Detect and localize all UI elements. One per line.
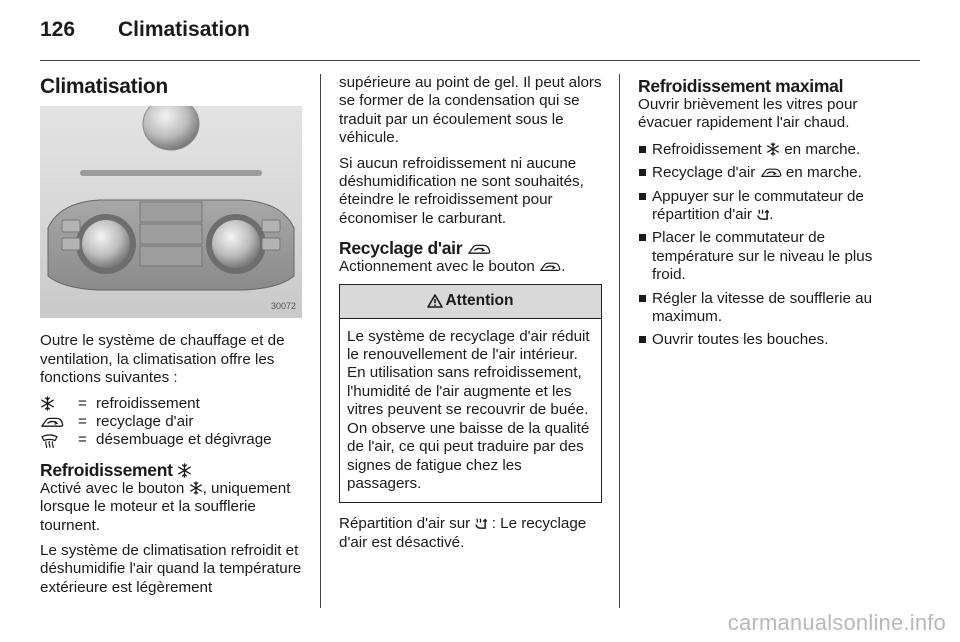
attention-title: Attention: [445, 291, 514, 309]
attention-text: Le système de recyclage d'air réduit le renouvellement de l'air intérieur. En utilisation sans refroidissement, l'humidité de l'air augmente et les vitres peuvent se recouvrir de buée. On observe une baisse de la qualité de l'air, ce qui peut traduire par des signes de fatigue chez les passagers.: [347, 327, 590, 492]
list-item: Ouvrir toutes les bouches.: [638, 331, 902, 349]
legend-text-recirculation: recyclage d'air: [96, 413, 194, 431]
symbol-legend: [40, 395, 304, 450]
snowflake-icon: [189, 481, 203, 495]
attention-box: [339, 284, 602, 504]
watermark: carmanualsonline.info: [727, 610, 946, 635]
max-cooling-steps: [638, 141, 902, 350]
snowflake-icon: [766, 142, 780, 156]
column-divider-1: [320, 74, 321, 608]
list-item: Placer le commutateur de température sur le niveau le plus froid.: [638, 229, 902, 284]
list-item: Appuyer sur le commutateur de répartition d'air .: [638, 188, 902, 225]
air-distribution-footwell-icon: [756, 208, 769, 221]
control-panel-illustration: [40, 106, 302, 318]
legend-row-defrost: = désembuage et dégivrage: [40, 431, 304, 449]
intro-paragraph: Outre le système de chauffage et de ventilation, la climatisation offre les fonctions suivantes :: [40, 332, 285, 387]
legend-text-cooling: refroidissement: [96, 394, 200, 412]
list-item: Régler la vitesse de soufflerie au maximum.: [638, 290, 902, 327]
attention-header: [340, 285, 601, 319]
air-recirculation-icon: [539, 261, 561, 273]
column-2: [339, 74, 602, 559]
snowflake-icon: [40, 396, 55, 411]
list-item: Recyclage d'air en marche.: [638, 164, 902, 182]
page-number: 126: [40, 18, 76, 41]
legend-text-defrost: désembuage et dégivrage: [96, 431, 272, 449]
legend-row-recirculation: = recyclage d'air: [40, 413, 304, 431]
warning-triangle-icon: [427, 294, 443, 308]
section-heading-climatisation: Climatisation: [40, 75, 168, 98]
subheading-cooling: Refroidissement: [40, 460, 304, 480]
list-item: Refroidissement en marche.: [638, 141, 902, 159]
subheading-max-cooling: Refroidissement maximal: [638, 76, 844, 96]
air-distribution-paragraph: Répartition d'air sur : Le recyclage d'air est désactivé.: [339, 515, 587, 551]
air-recirculation-icon: [40, 416, 64, 429]
cooling-paragraph-2: Le système de climatisation refroidit et déshumidifie l'air quand la température extérieure est légèrement: [40, 542, 302, 596]
column-3: [638, 74, 902, 355]
snowflake-icon: [177, 463, 192, 478]
cooling-paragraph-1: Activé avec le bouton , uniquement lorsque le moteur et la soufflerie tournent.: [40, 479, 291, 534]
air-recirculation-icon: [760, 167, 782, 179]
air-recirculation-icon: [467, 243, 491, 256]
photo-reference-code: 30072: [270, 301, 296, 311]
air-distribution-footwell-icon: [474, 517, 487, 530]
header-divider: [40, 60, 920, 61]
page-header: [40, 18, 250, 48]
recirculation-paragraph: Actionnement avec le bouton .: [339, 258, 566, 276]
column-1: [40, 74, 304, 604]
cooling-paragraph-3: supérieure au point de gel. Il peut alors se former de la condensation qui se traduit par un écoulement sous le véhicule.: [339, 74, 602, 147]
legend-row-cooling: = refroidissement: [40, 395, 304, 413]
control-panel-photo: [40, 106, 302, 318]
windscreen-defrost-icon: [40, 433, 59, 448]
page-title: Climatisation: [118, 18, 250, 41]
max-cooling-intro: Ouvrir brièvement les vitres pour évacuer rapidement l'air chaud.: [638, 96, 858, 132]
cooling-paragraph-4: Si aucun refroidissement ni aucune déshumidification ne sont souhaités, éteindre le refroidissement pour économiser le carburant.: [339, 154, 584, 227]
column-divider-2: [619, 74, 620, 608]
subheading-recirculation: Recyclage d'air: [339, 238, 602, 258]
